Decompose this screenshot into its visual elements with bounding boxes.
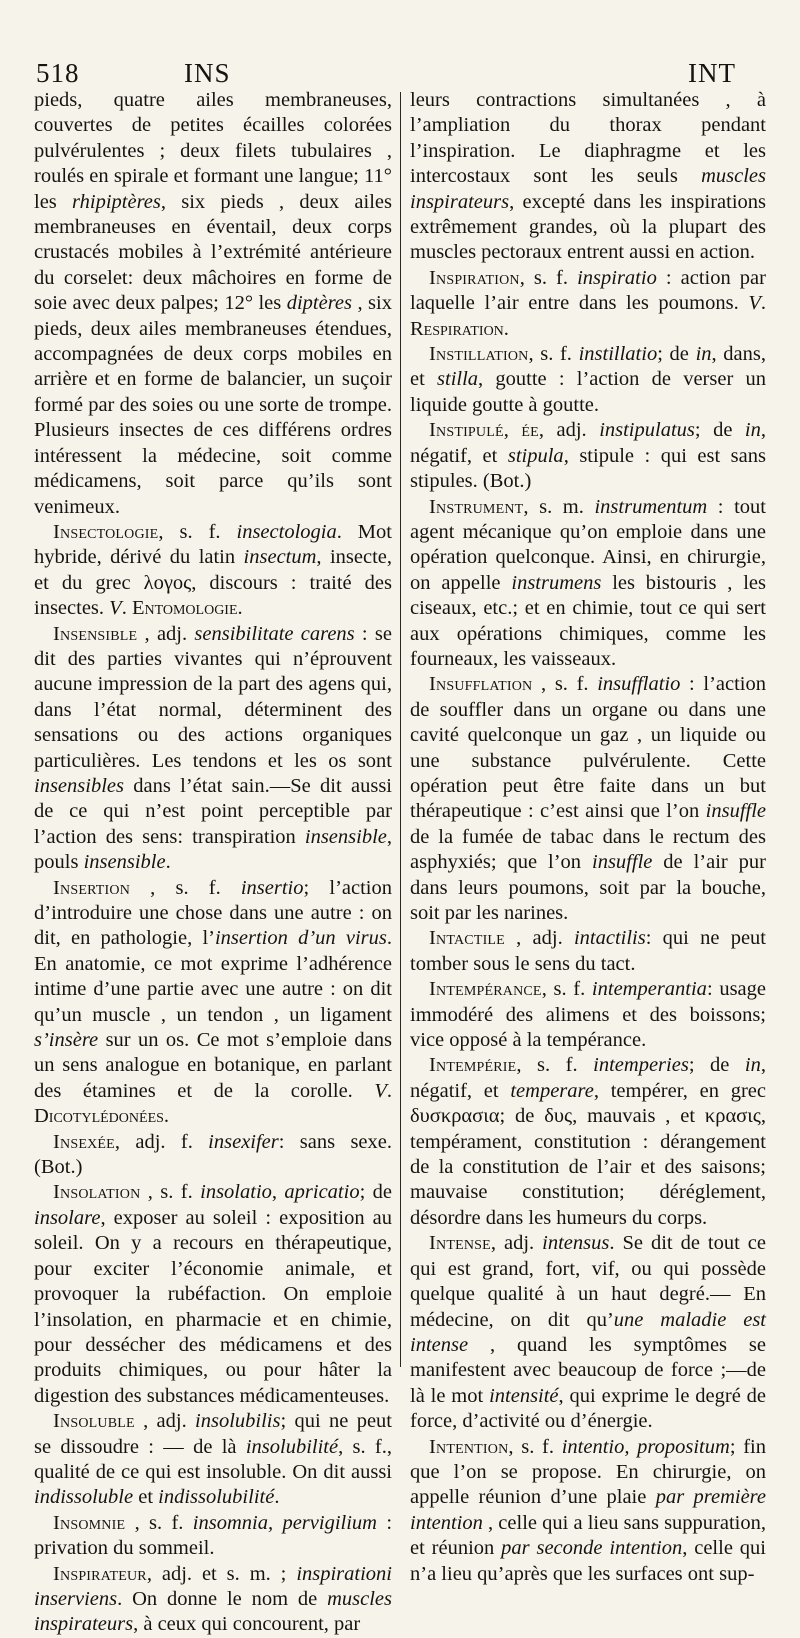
italic-term: in: [744, 419, 761, 442]
dictionary-entry: [410, 495, 766, 673]
entry-text: , adj.: [538, 419, 600, 442]
italic-term: insuffle: [705, 800, 766, 823]
italic-term: indissolubilité: [158, 1486, 275, 1509]
dictionary-entry: [410, 342, 766, 418]
italic-term: intensus: [542, 1232, 610, 1255]
entry-text: , stipule : qui est sans stipules. (Bot.): [410, 444, 766, 493]
page-number: 518: [36, 58, 80, 88]
entry-continuation: [410, 88, 766, 266]
dictionary-entry: [34, 1562, 392, 1638]
entry-text: , à ceux qui concourent, par: [133, 1613, 361, 1636]
headword: Insectologie: [53, 520, 159, 543]
entry-text: , s. m.: [523, 495, 595, 518]
entry-text: , celle qui a lieu sans suppuration, et réunion: [410, 1511, 766, 1560]
entry-text: : sans sexe. (Bot.): [34, 1130, 392, 1179]
italic-term: une maladie est intense: [410, 1308, 766, 1356]
italic-term: instillatio: [578, 343, 658, 366]
entry-text: , qui exprime le degré de force, d’activité ou d’énergie.: [410, 1384, 767, 1433]
italic-term: insensibles: [34, 774, 124, 797]
entry-text: et: [133, 1486, 159, 1509]
italic-term: stipula: [507, 444, 564, 467]
entry-text: , dans, et: [410, 343, 766, 391]
entry-text: , six pieds , deux ailes membraneuses en éventail, deux corps crustacés mobiles à l’extrémité antérieure du corselet: deux mâchoires en forme de soie avec deux palpes; 12° les: [34, 190, 392, 315]
dictionary-entry: [34, 1130, 392, 1181]
headword: Insoluble: [53, 1410, 135, 1433]
entry-text: ; de: [688, 1054, 745, 1077]
entry-text: : l’action de souffler dans un organe ou dans une cavité quelconque un gaz , un liquide ou une substance pulvérulente. Cette opération peut être faite dans un but thérapeutique : c’est ainsi que l’on: [410, 673, 766, 823]
headword: Instrument: [429, 495, 524, 518]
entry-text: , s. f.: [516, 1054, 594, 1077]
entry-text: , s. f.: [140, 1181, 201, 1204]
entry-text: ; fin que l’on se propose. En chirurgie, on appelle réunion d’une plaie: [410, 1435, 766, 1509]
cross-reference: Entomologie: [131, 597, 238, 620]
italic-term: insertio: [240, 876, 304, 899]
italic-term: par seconde intention: [501, 1537, 683, 1560]
dictionary-entry: [410, 1053, 766, 1231]
entry-text: ,: [503, 419, 522, 442]
italic-term: intemperies: [593, 1054, 689, 1077]
cross-reference: Respiration: [410, 317, 504, 340]
dictionary-entry: [34, 520, 392, 622]
entry-text: , s. f.: [541, 978, 592, 1001]
entry-text: , tempérer, en grec δυσκρασια; de δυς, mauvais , et κρασις, tempérament, constitution : dérangement de la constitution de l’air et des saisons; mauvaise constitution; déréglement, désordre dans les humeurs du corps.: [410, 1079, 766, 1229]
entry-text: .: [274, 1486, 280, 1509]
italic-term: instipulatus: [599, 419, 695, 442]
headword: Insufflation: [429, 673, 533, 696]
right-column: [410, 88, 766, 1587]
dictionary-entry: [34, 1511, 392, 1562]
entry-text: , celle qui n’a lieu qu’après que les surfaces ont sup-: [410, 1537, 766, 1585]
headword: Inspirateur: [53, 1562, 147, 1585]
headword: Intempérance: [429, 978, 542, 1001]
entry-text: , négatif, et: [410, 1054, 766, 1102]
headword: Intactile: [429, 927, 505, 950]
italic-term: muscles inspirateurs: [34, 1587, 392, 1636]
headword: Instillation: [429, 343, 529, 366]
entry-text: ,: [271, 1181, 285, 1204]
column-divider: [400, 92, 401, 1367]
italic-term: sensibilitate carens: [194, 622, 355, 645]
entry-text: : se dit des parties vivantes qui n’éprouvent aucune impression de la part des agens qui, dans l’état normal, déterminent des sensations ou des actions organiques particulières. Les tendons et les os sont: [34, 622, 392, 772]
dictionary-entry: [410, 926, 766, 977]
entry-text: .: [237, 597, 243, 620]
dictionary-entry: [34, 1409, 392, 1511]
dictionary-entry: [34, 1180, 392, 1409]
italic-term: insolatio: [200, 1181, 272, 1204]
italic-term: rhipiptères: [72, 190, 161, 213]
headword: Insolation: [53, 1181, 141, 1204]
headword: Insexée: [53, 1130, 115, 1153]
entry-text: , s. f.: [519, 266, 578, 289]
entry-text: . En anatomie, ce mot exprime l’adhérence intime d’une partie avec une autre : on dit qu’un muscle , un tendon , un ligament: [34, 927, 393, 1026]
entry-text: leurs contractions simultanées , à l’ampliation du thorax pendant l’inspiration. Le diaphragme et les intercostaux sont les seuls: [410, 89, 766, 188]
dictionary-entry: [410, 672, 766, 926]
entry-text: , adj.: [504, 927, 574, 950]
entry-text: .: [165, 851, 171, 874]
headword: ée: [521, 419, 539, 442]
entry-text: ; de: [657, 343, 696, 366]
italic-term: intactilis: [573, 927, 646, 950]
entry-text: de l’air pur dans leurs poumons, soit par la bouche, soit par les narines.: [410, 851, 766, 924]
entry-text: dans l’état sain.—Se dit aussi de ce qui n’est point perceptible par l’action des sens: transpiration: [34, 774, 392, 848]
italic-term: s’insère: [34, 1029, 99, 1052]
entry-text: .: [121, 597, 132, 620]
entry-text: , insecte, et du grec λογος, discours : traité des insectes.: [34, 546, 392, 620]
entry-text: , pouls: [34, 825, 392, 874]
entry-text: .: [503, 317, 509, 340]
italic-term: temperare: [510, 1079, 594, 1102]
entry-text: pieds, quatre ailes membraneuses, couvertes de petites écailles colorées pulvérulentes ; deux filets tubulaires , roulés en spirale et formant une langue; 11° les: [34, 89, 392, 213]
entry-text: . Mot hybride, dérivé du latin: [34, 520, 392, 569]
entry-text: de la fumée de tabac dans le rectum des asphyxiés; que l’on: [410, 825, 766, 874]
entry-text: ; de: [359, 1181, 393, 1204]
italic-term: insuffle: [592, 851, 653, 874]
entry-text: ; qui ne peut se dissoudre : — de là: [34, 1410, 392, 1458]
italic-term: intentio, propositum: [561, 1435, 730, 1458]
entry-text: : privation du sommeil.: [34, 1511, 393, 1560]
italic-term: insectologia: [236, 520, 337, 543]
entry-text: , adj. f.: [114, 1130, 209, 1153]
guide-word-left: INS: [184, 58, 231, 88]
entry-text: : action par laquelle l’air entre dans les poumons.: [410, 266, 766, 315]
italic-term: insolubilis: [195, 1410, 281, 1433]
entry-text: , s. f.: [158, 520, 237, 543]
entry-text: , s. f.: [508, 1435, 562, 1458]
entry-continuation: [34, 88, 392, 520]
entry-text: sur un os. Ce mot s’emploie dans un sens analogue en botanique, en parlant des étamines et de la corolle.: [34, 1029, 392, 1102]
italic-term: insexifer: [208, 1130, 279, 1153]
entry-text: .: [386, 1079, 392, 1102]
dictionary-entry: [410, 977, 766, 1053]
italic-term: insensible: [304, 825, 387, 848]
italic-term: indissoluble: [34, 1486, 134, 1509]
entry-text: , s. f., qualité de ce qui est insoluble. On dit aussi: [34, 1435, 392, 1483]
entry-text: , quand les symptômes se manifestent avec beaucoup de force ;—de là le mot: [410, 1333, 766, 1407]
entry-text: , négatif, et: [410, 419, 766, 467]
entry-text: : tout agent mécanique qu’on emploie dans une opération quelconque. Ainsi, en chirurgie, on appelle: [410, 495, 766, 594]
headword: Insensible: [53, 622, 138, 645]
entry-text: .: [760, 292, 766, 315]
italic-term: diptères: [286, 292, 353, 315]
italic-term: insertion d’un virus: [214, 927, 387, 950]
dictionary-entry: [410, 418, 766, 494]
entry-text: , s. f.: [532, 673, 598, 696]
italic-term: insomnia, pervigilium: [192, 1511, 377, 1534]
italic-term: insufflatio: [597, 673, 681, 696]
entry-text: , s. f.: [130, 876, 241, 899]
entry-text: , adj.: [134, 1410, 196, 1433]
guide-word-right: INT: [688, 58, 736, 88]
entry-text: les bistouris , les ciseaux, etc.; et en chimie, tout ce qui sert aux opérations chimiques, comme les fourneaux, les vaisseaux.: [410, 571, 766, 670]
entry-text: ; l’action d’introduire une chose dans une autre : on dit, en pathologie, l’: [34, 876, 392, 950]
italic-term: intensité: [489, 1384, 559, 1407]
italic-term: insolare: [34, 1206, 101, 1229]
cross-reference: Dicotylédonées: [34, 1105, 164, 1128]
headword: Insertion: [53, 876, 131, 899]
dictionary-entry: [34, 876, 392, 1130]
italic-term: inspiratio: [577, 266, 657, 289]
italic-term: insensible: [83, 851, 166, 874]
entry-text: , excepté dans les inspirations extrêmement grandes, où la plupart des muscles pectoraux entrent aussi en action.: [410, 190, 766, 264]
entry-text: ; de: [694, 419, 745, 442]
italic-term: intemperantia: [591, 978, 707, 1001]
left-column: [34, 88, 392, 1638]
italic-term: muscles inspirateurs: [410, 165, 766, 213]
italic-term: in: [744, 1054, 761, 1077]
italic-term: stilla: [437, 368, 479, 391]
entry-text: , s. f.: [125, 1511, 193, 1534]
italic-term: V: [109, 597, 122, 620]
entry-text: . Se dit de tout ce qui est grand, fort, vif, ou qui possède quelque qualité à un haut degré.— En médecine, on dit qu’: [410, 1232, 766, 1331]
entry-text: . On donne le nom de: [117, 1587, 328, 1610]
headword: Intention: [429, 1435, 509, 1458]
entry-text: , goutte : l’action de verser un liquide goutte à goutte.: [410, 368, 766, 416]
italic-term: in: [695, 343, 712, 366]
entry-text: , adj.: [490, 1232, 543, 1255]
entry-text: , adj.: [137, 622, 195, 645]
headword: Intempérie: [429, 1054, 517, 1077]
entry-text: , six pieds, deux ailes membraneuses étendues, accompagnées de deux corps mobiles en arrière et en forme de balancier, un suçoir formé par des soies ou une sorte de trompe. Plusieurs insectes de ces différens ordres intéressent la médecine, soit comme médicamens, soit parce qu’ils sont venimeux.: [34, 292, 392, 518]
headword: Insomnie: [53, 1511, 126, 1534]
italic-term: apricatio: [284, 1181, 360, 1204]
dictionary-entry: [410, 266, 766, 342]
entry-text: , exposer au soleil : exposition au soleil. On y a recours en thérapeutique, pour exciter l’économie animale, et provoquer la rubéfaction. On emploie l’insolation, en pharmacie et en chimie, pour dessécher des médicamens et des produits chimiques, ou pour hâter la digestion des substances médicamenteuses.: [34, 1206, 392, 1407]
italic-term: instrumens: [511, 571, 602, 594]
italic-term: V: [374, 1079, 387, 1102]
dictionary-entry: [410, 1435, 766, 1587]
entry-text: , s. f.: [528, 343, 579, 366]
entry-text: : qui ne peut tomber sous le sens du tact.: [410, 927, 766, 975]
dictionary-entry: [34, 622, 392, 876]
headword: Instipulé: [429, 419, 504, 442]
italic-term: instrumentum: [594, 495, 708, 518]
entry-text: .: [163, 1105, 170, 1128]
italic-term: insolubilité: [245, 1435, 339, 1458]
dictionary-entry: [410, 1231, 766, 1434]
entry-text: , adj. et s. m. ;: [146, 1562, 297, 1585]
italic-term: inspirationi inserviens: [34, 1562, 392, 1610]
entry-text: : usage immodéré des alimens et des boissons; vice opposé à la tempérance.: [410, 978, 766, 1052]
italic-term: V: [748, 292, 761, 315]
italic-term: insectum: [243, 546, 317, 569]
headword: Inspiration: [429, 266, 520, 289]
italic-term: par première intention: [410, 1486, 766, 1534]
headword: Intense: [429, 1232, 491, 1255]
